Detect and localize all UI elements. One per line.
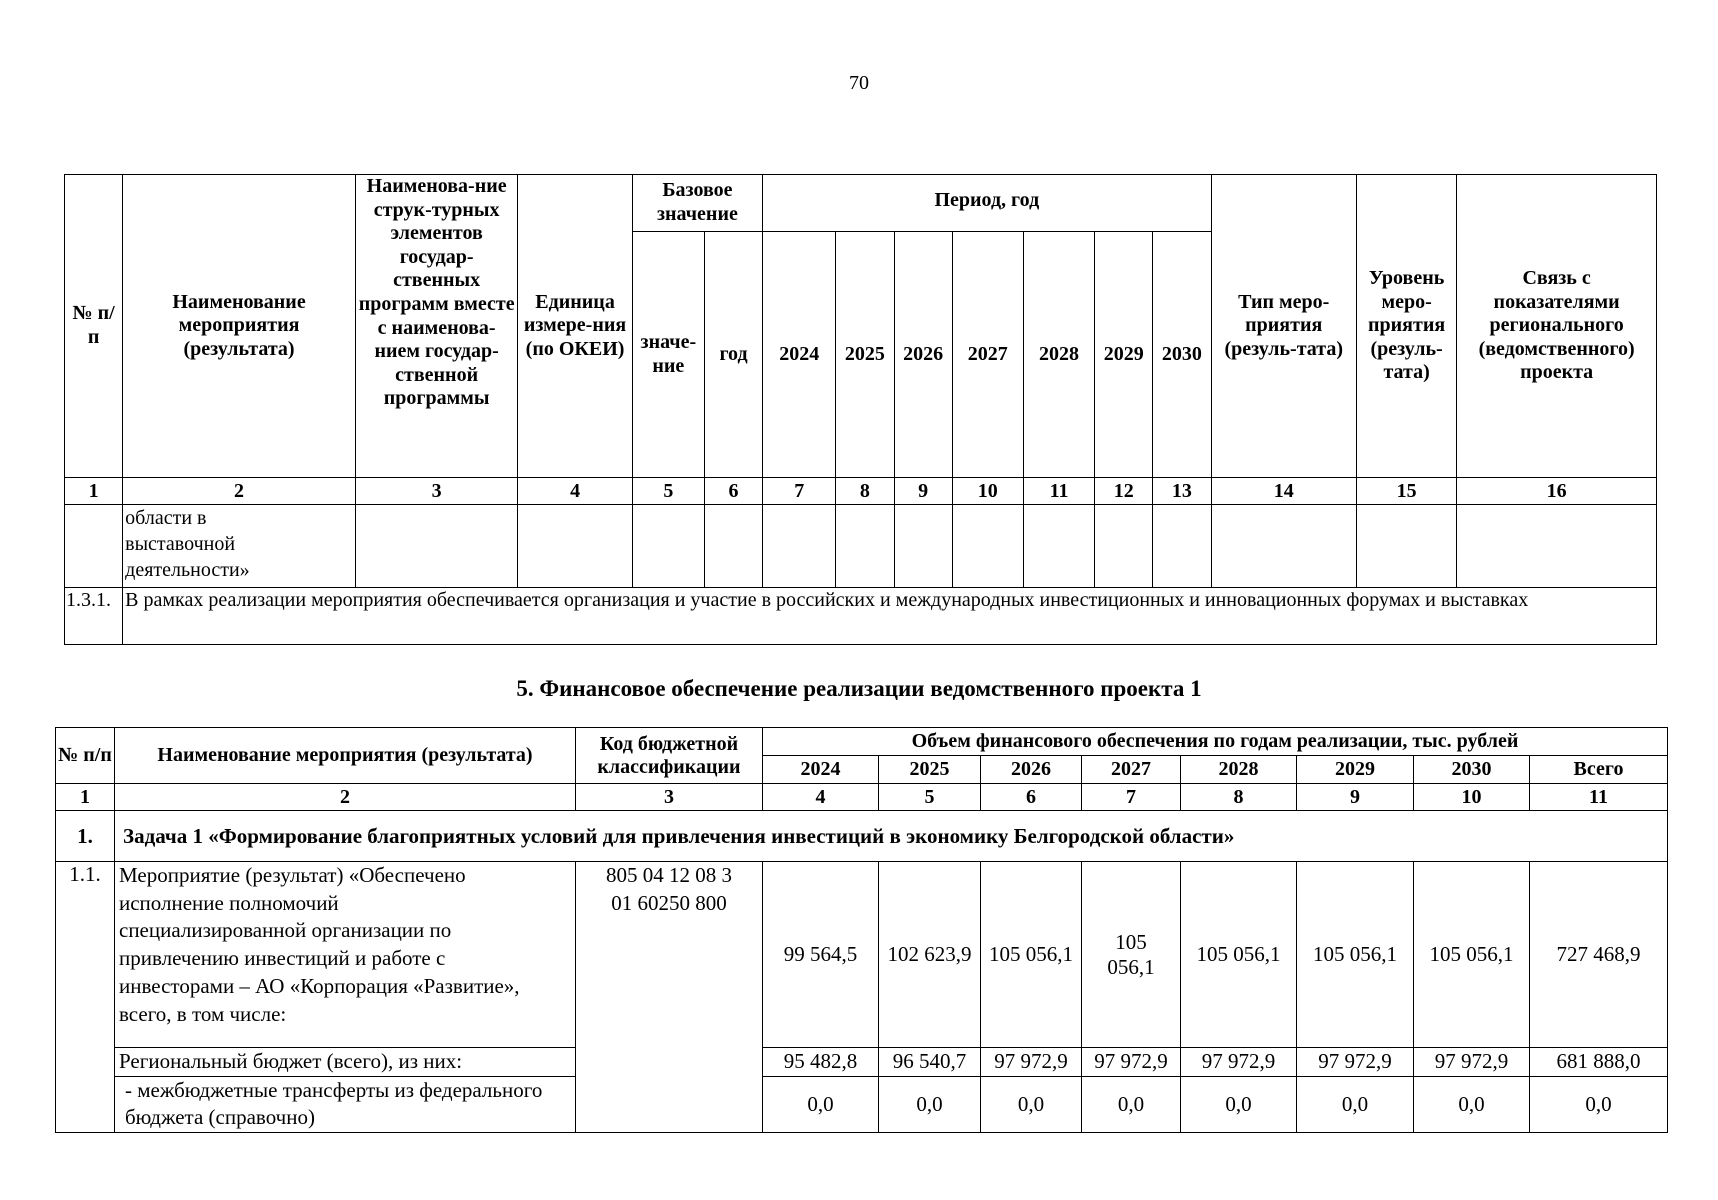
value-2027: 97 972,9 <box>1082 1048 1181 1077</box>
column-number: 16 <box>1457 478 1657 505</box>
empty-cell <box>518 505 632 588</box>
continuation-text-content: области в выставочной деятельности» <box>125 507 250 581</box>
column-number: 12 <box>1095 478 1153 505</box>
header-year-2030: 2030 <box>1153 232 1211 478</box>
note-row <box>65 588 1657 645</box>
header-year-2025: 2025 <box>836 232 894 478</box>
header-year-2027: 2027 <box>952 232 1023 478</box>
column-number-row <box>65 478 1657 505</box>
column-number: 1 <box>56 784 115 811</box>
column-number: 5 <box>632 478 704 505</box>
header-period: Период, год <box>763 175 1211 232</box>
column-number: 15 <box>1356 478 1456 505</box>
header-base: Базовое значение <box>632 175 762 232</box>
empty-cell <box>1356 505 1456 588</box>
fin-header-total: Всего <box>1530 756 1668 784</box>
empty-cell <box>355 505 518 588</box>
empty-cell <box>1023 505 1094 588</box>
transfers-text-content: - межбюджетные трансферты из федерального бюджета (справочно) <box>125 1077 543 1130</box>
column-number: 11 <box>1530 784 1668 811</box>
value-2024: 0,0 <box>763 1076 879 1132</box>
fin-header-year-2025: 2025 <box>879 756 981 784</box>
empty-cell <box>1095 505 1153 588</box>
value-2026: 105 056,1 <box>981 862 1082 1048</box>
value-2030: 105 056,1 <box>1414 862 1530 1048</box>
value-2029: 0,0 <box>1297 1076 1414 1132</box>
measure-text-content: Мероприятие (результат) «Обеспечено исполнение полномочий специализированной организации по привлечению инвестиций и работе с инвесторами – АО «Корпорация «Развитие», всего, в том числе: <box>119 863 520 1026</box>
value-2027-content: 105 056,1 <box>1107 929 1155 979</box>
page-number: 70 <box>849 72 869 94</box>
column-number: 3 <box>576 784 763 811</box>
task-text: Задача 1 «Формирование благоприятных условий для привлечения инвестиций в экономику Белгородской области» <box>115 811 1668 862</box>
fin-header-year-2026: 2026 <box>981 756 1082 784</box>
value-2028: 97 972,9 <box>1181 1048 1297 1077</box>
column-number: 7 <box>1082 784 1181 811</box>
empty-cell <box>894 505 952 588</box>
empty-cell <box>704 505 762 588</box>
header-year-2028: 2028 <box>1023 232 1094 478</box>
column-number: 10 <box>1414 784 1530 811</box>
column-number: 4 <box>518 478 632 505</box>
column-number: 11 <box>1023 478 1094 505</box>
transfers-row <box>56 1076 1668 1132</box>
column-number: 6 <box>981 784 1082 811</box>
empty-cell <box>65 505 123 588</box>
column-number: 2 <box>123 478 356 505</box>
value-2029: 97 972,9 <box>1297 1048 1414 1077</box>
regional-text: Региональный бюджет (всего), из них: <box>115 1048 576 1077</box>
column-number: 1 <box>65 478 123 505</box>
value-2028: 105 056,1 <box>1181 862 1297 1048</box>
fin-header-name: Наименование мероприятия (результата) <box>115 728 576 784</box>
value-2027: 0,0 <box>1082 1076 1181 1132</box>
empty-cell <box>836 505 894 588</box>
column-number: 2 <box>115 784 576 811</box>
fin-header-year-2024: 2024 <box>763 756 879 784</box>
column-number: 13 <box>1153 478 1211 505</box>
financing-table <box>55 727 1668 1133</box>
empty-cell <box>1153 505 1211 588</box>
measure-row <box>56 862 1668 1048</box>
header-level: Уровень меро-приятия (резуль-тата) <box>1356 175 1456 478</box>
continuation-row <box>65 505 1657 588</box>
column-number: 8 <box>1181 784 1297 811</box>
fin-header-year-2029: 2029 <box>1297 756 1414 784</box>
value-total: 0,0 <box>1530 1076 1668 1132</box>
fin-column-number-row <box>56 784 1668 811</box>
value-2030: 97 972,9 <box>1414 1048 1530 1077</box>
value-total: 727 468,9 <box>1530 862 1668 1048</box>
note-text: В рамках реализации мероприятия обеспечивается организация и участие в российских и международных инвестиционных и инновационных форумах и выставках <box>123 588 1657 645</box>
section-title: 5. Финансовое обеспечение реализации ведомственного проекта 1 <box>516 676 1202 701</box>
fin-header-year-2030: 2030 <box>1414 756 1530 784</box>
column-number: 6 <box>704 478 762 505</box>
value-2030: 0,0 <box>1414 1076 1530 1132</box>
header-year-2026: 2026 <box>894 232 952 478</box>
column-number: 9 <box>894 478 952 505</box>
regional-row <box>56 1048 1668 1077</box>
note-num: 1.3.1. <box>65 588 123 645</box>
column-number: 4 <box>763 784 879 811</box>
header-type: Тип меро-приятия (резуль-тата) <box>1211 175 1356 478</box>
measures-table <box>64 174 1657 645</box>
empty-cell <box>1457 505 1657 588</box>
value-2025: 102 623,9 <box>879 862 981 1048</box>
value-2025: 0,0 <box>879 1076 981 1132</box>
header-base-value: значе-ние <box>632 232 704 478</box>
fin-header-volume: Объем финансового обеспечения по годам реализации, тыс. рублей <box>763 728 1668 756</box>
column-number: 10 <box>952 478 1023 505</box>
header-unit: Единица измере-ния (по ОКЕИ) <box>518 175 632 478</box>
value-2028: 0,0 <box>1181 1076 1297 1132</box>
header-struct: Наименова-ние струк-турных элементов государ-ственных программ вместе с наименова-нием государ-ственной программы <box>355 175 518 478</box>
fin-header-code: Код бюджетной классификации <box>576 728 763 784</box>
value-2026: 0,0 <box>981 1076 1082 1132</box>
column-number: 8 <box>836 478 894 505</box>
task-row <box>56 811 1668 862</box>
budget-code <box>576 862 763 1133</box>
fin-header-num: № п/п <box>56 728 115 784</box>
value-2024: 99 564,5 <box>763 862 879 1048</box>
value-total: 681 888,0 <box>1530 1048 1668 1077</box>
value-2025: 96 540,7 <box>879 1048 981 1077</box>
task-num: 1. <box>56 811 115 862</box>
column-number: 7 <box>763 478 836 505</box>
column-number: 3 <box>355 478 518 505</box>
transfers-text <box>115 1076 576 1132</box>
fin-header-year-2027: 2027 <box>1082 756 1181 784</box>
measure-num: 1.1. <box>56 862 115 1133</box>
header-num: № п/п <box>65 175 123 478</box>
value-2024: 95 482,8 <box>763 1048 879 1077</box>
header-year-2029: 2029 <box>1095 232 1153 478</box>
budget-code-value: 805 04 12 08 3 01 60250 800 <box>606 863 732 915</box>
value-2029: 105 056,1 <box>1297 862 1414 1048</box>
continuation-text <box>123 505 356 588</box>
value-2026: 97 972,9 <box>981 1048 1082 1077</box>
header-year-2024: 2024 <box>763 232 836 478</box>
header-base-year: год <box>704 232 762 478</box>
empty-cell <box>632 505 704 588</box>
column-number: 14 <box>1211 478 1356 505</box>
column-number: 5 <box>879 784 981 811</box>
empty-cell <box>952 505 1023 588</box>
value-2027 <box>1082 862 1181 1048</box>
header-name: Наименование мероприятия (результата) <box>123 175 356 478</box>
header-link: Связь с показателями регионального (ведомственного) проекта <box>1457 175 1657 478</box>
measure-text <box>115 862 576 1048</box>
column-number: 9 <box>1297 784 1414 811</box>
fin-header-year-2028: 2028 <box>1181 756 1297 784</box>
empty-cell <box>763 505 836 588</box>
empty-cell <box>1211 505 1356 588</box>
